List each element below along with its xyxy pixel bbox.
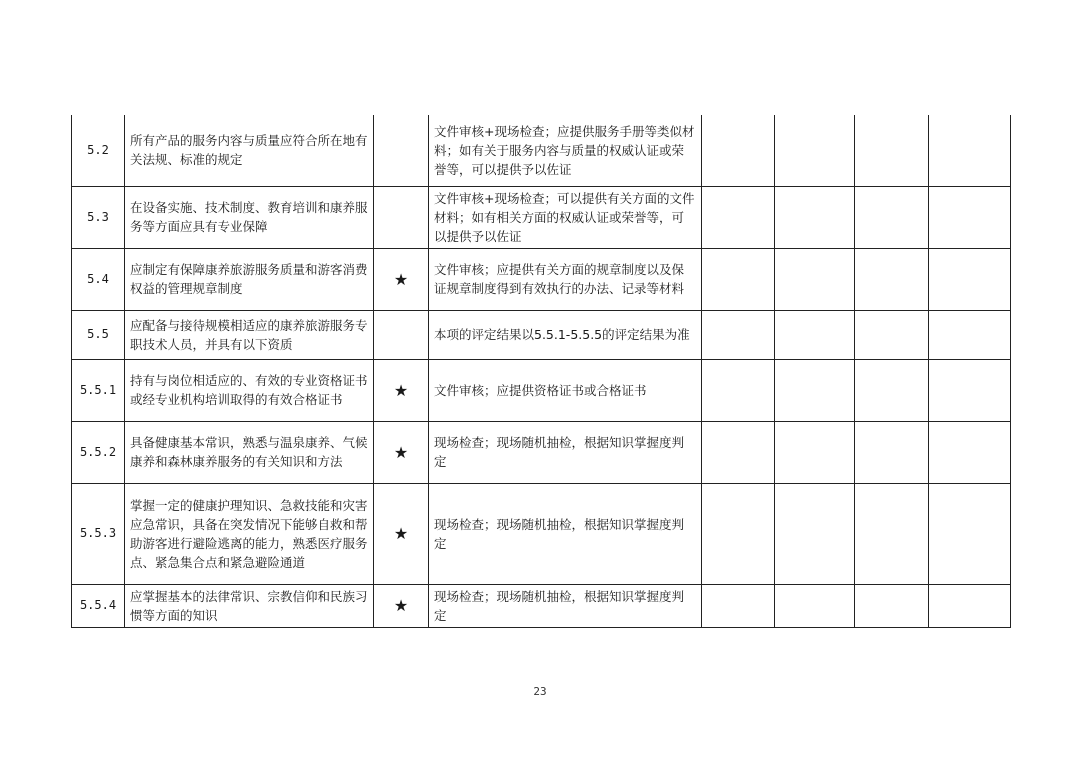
- item-requirement: 掌握一定的健康护理知识、急救技能和灾害应急常识，具备在突发情况下能够自救和帮助游客进行避险逃离的能力，熟悉医疗服务点、紧急集合点和紧急避险通道: [125, 483, 374, 584]
- blank-cell: [929, 115, 1011, 186]
- evaluation-method: 文件审核+现场检查；应提供服务手册等类似材料；如有关于服务内容与质量的权威认证或荣誉等，可以提供予以佐证: [429, 115, 702, 186]
- evaluation-method: 文件审核；应提供有关方面的规章制度以及保证规章制度得到有效执行的办法、记录等材料: [429, 248, 702, 310]
- table-row: [72, 115, 1011, 186]
- page-number: 23: [533, 685, 547, 698]
- evaluation-table: [71, 115, 1011, 628]
- blank-cell: [929, 584, 1011, 627]
- key-item-mark: [374, 115, 429, 186]
- key-item-mark: ★: [374, 421, 429, 483]
- item-requirement: 应制定有保障康养旅游服务质量和游客消费权益的管理规章制度: [125, 248, 374, 310]
- key-item-mark: [374, 186, 429, 248]
- item-number: 5.5.4: [72, 584, 125, 627]
- item-number: 5.2: [72, 115, 125, 186]
- evaluation-method: 现场检查；现场随机抽检，根据知识掌握度判定: [429, 421, 702, 483]
- item-number: 5.3: [72, 186, 125, 248]
- blank-cell: [929, 248, 1011, 310]
- blank-cell: [775, 421, 855, 483]
- blank-cell: [775, 359, 855, 421]
- item-requirement: 应掌握基本的法律常识、宗教信仰和民族习惯等方面的知识: [125, 584, 374, 627]
- key-item-mark: ★: [374, 359, 429, 421]
- blank-cell: [855, 584, 929, 627]
- table-row: [72, 310, 1011, 359]
- blank-cell: [702, 584, 775, 627]
- item-number: 5.5: [72, 310, 125, 359]
- blank-cell: [702, 421, 775, 483]
- blank-cell: [702, 115, 775, 186]
- table-row: [72, 483, 1011, 584]
- blank-cell: [929, 483, 1011, 584]
- blank-cell: [775, 186, 855, 248]
- item-requirement: 持有与岗位相适应的、有效的专业资格证书或经专业机构培训取得的有效合格证书: [125, 359, 374, 421]
- blank-cell: [702, 248, 775, 310]
- evaluation-method: 现场检查；现场随机抽检，根据知识掌握度判定: [429, 584, 702, 627]
- key-item-mark: [374, 310, 429, 359]
- blank-cell: [775, 310, 855, 359]
- item-requirement: 所有产品的服务内容与质量应符合所在地有关法规、标准的规定: [125, 115, 374, 186]
- blank-cell: [855, 421, 929, 483]
- item-requirement: 在设备实施、技术制度、教育培训和康养服务等方面应具有专业保障: [125, 186, 374, 248]
- item-number: 5.5.1: [72, 359, 125, 421]
- table-row: [72, 359, 1011, 421]
- blank-cell: [855, 248, 929, 310]
- blank-cell: [855, 186, 929, 248]
- blank-cell: [929, 186, 1011, 248]
- blank-cell: [702, 359, 775, 421]
- evaluation-method: 文件审核+现场检查；可以提供有关方面的文件材料；如有相关方面的权威认证或荣誉等，可以提供予以佐证: [429, 186, 702, 248]
- evaluation-method: 现场检查；现场随机抽检，根据知识掌握度判定: [429, 483, 702, 584]
- blank-cell: [855, 483, 929, 584]
- item-requirement: 应配备与接待规模相适应的康养旅游服务专职技术人员，并具有以下资质: [125, 310, 374, 359]
- table-row: [72, 248, 1011, 310]
- blank-cell: [855, 115, 929, 186]
- key-item-mark: ★: [374, 483, 429, 584]
- evaluation-method: 本项的评定结果以5.5.1-5.5.5的评定结果为准: [429, 310, 702, 359]
- table-row: [72, 186, 1011, 248]
- blank-cell: [775, 483, 855, 584]
- blank-cell: [929, 359, 1011, 421]
- item-number: 5.4: [72, 248, 125, 310]
- blank-cell: [775, 584, 855, 627]
- blank-cell: [702, 483, 775, 584]
- table-row: [72, 421, 1011, 483]
- evaluation-method: 文件审核；应提供资格证书或合格证书: [429, 359, 702, 421]
- blank-cell: [855, 359, 929, 421]
- item-requirement: 具备健康基本常识，熟悉与温泉康养、气候康养和森林康养服务的有关知识和方法: [125, 421, 374, 483]
- blank-cell: [929, 421, 1011, 483]
- item-number: 5.5.3: [72, 483, 125, 584]
- blank-cell: [702, 186, 775, 248]
- key-item-mark: ★: [374, 248, 429, 310]
- blank-cell: [702, 310, 775, 359]
- blank-cell: [855, 310, 929, 359]
- table-row: [72, 584, 1011, 627]
- key-item-mark: ★: [374, 584, 429, 627]
- blank-cell: [775, 115, 855, 186]
- blank-cell: [929, 310, 1011, 359]
- item-number: 5.5.2: [72, 421, 125, 483]
- blank-cell: [775, 248, 855, 310]
